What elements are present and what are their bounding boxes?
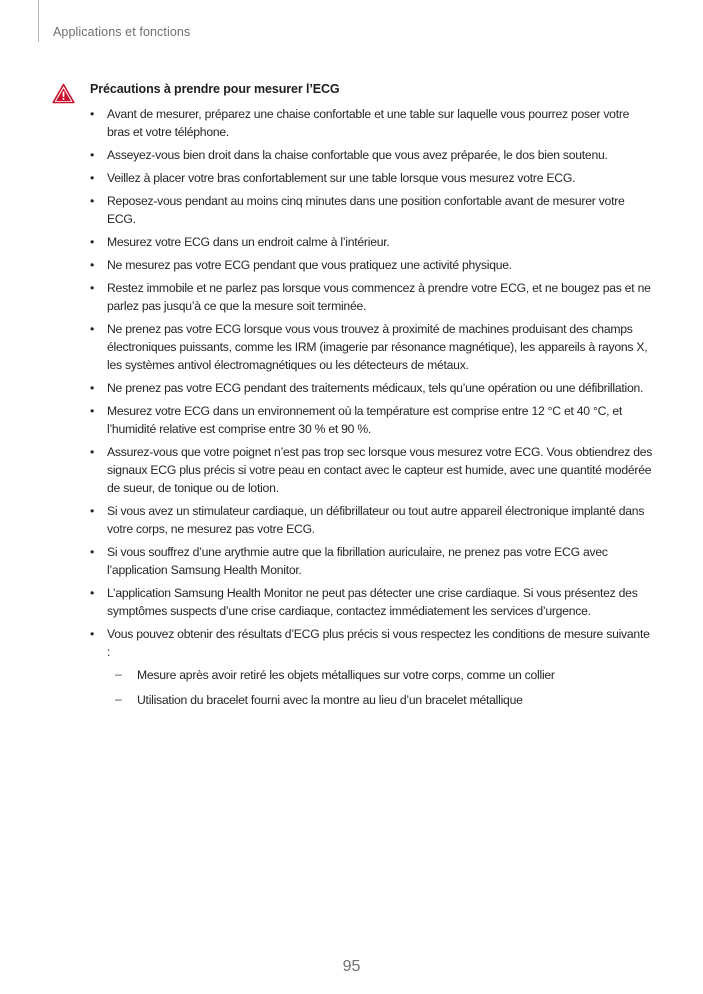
list-item-text: Vous pouvez obtenir des résultats d’ECG plus précis si vous respectez les conditions de mesure suivante : xyxy=(107,627,650,659)
list-item-text: Ne prenez pas votre ECG pendant des traitements médicaux, tels qu’une opération ou une défibrillation. xyxy=(107,381,644,395)
list-item xyxy=(90,279,655,315)
list-item xyxy=(90,443,655,497)
list-item-text: Assurez-vous que votre poignet n’est pas trop sec lorsque vous mesurez votre ECG. Vous obtiendrez des signaux ECG plus précis si votre peau en contact avec le capteur est humide, avec une quantité modérée de sueur, de tonique ou de lotion. xyxy=(107,445,653,495)
list-item-text: Si vous souffrez d’une arythmie autre que la fibrillation auriculaire, ne prenez pas votre ECG avec l’application Samsung Health Monitor. xyxy=(107,545,608,577)
list-item-text: Asseyez-vous bien droit dans la chaise confortable que vous avez préparée, le dos bien soutenu. xyxy=(107,148,608,162)
page-number: 95 xyxy=(342,958,361,975)
list-item xyxy=(90,543,655,579)
sub-list-item-text: Utilisation du bracelet fourni avec la montre au lieu d’un bracelet métallique xyxy=(137,693,523,707)
caution-list xyxy=(90,105,655,716)
list-item xyxy=(90,233,655,251)
list-item-text: Avant de mesurer, préparez une chaise confortable et une table sur laquelle vous pourrez poser votre bras et votre téléphone. xyxy=(107,107,630,139)
list-item-text: Ne mesurez pas votre ECG pendant que vous pratiquez une activité physique. xyxy=(107,258,512,272)
list-item xyxy=(90,105,655,141)
bullet-icon: • xyxy=(90,404,95,418)
warning-triangle-icon xyxy=(52,83,75,104)
list-item-text: Mesurez votre ECG dans un environnement où la température est comprise entre 12 °C et 40 °C, et l’humidité relative est comprise entre 30 % et 90 %. xyxy=(107,404,623,436)
list-item-text: Si vous avez un stimulateur cardiaque, un défibrillateur ou tout autre appareil électronique implanté dans votre corps, ne mesurez pas votre ECG. xyxy=(107,504,645,536)
caution-title: Précautions à prendre pour mesurer l’ECG xyxy=(90,82,340,96)
header-divider xyxy=(38,0,39,42)
list-item-text: Veillez à placer votre bras confortablement sur une table lorsque vous mesurez votre ECG. xyxy=(107,171,576,185)
list-item xyxy=(90,625,655,709)
bullet-icon: • xyxy=(90,586,95,600)
list-item-text: Mesurez votre ECG dans un endroit calme à l’intérieur. xyxy=(107,235,390,249)
bullet-icon: • xyxy=(90,171,95,185)
bullet-icon: • xyxy=(90,235,95,249)
bullet-icon: • xyxy=(90,381,95,395)
list-item xyxy=(90,584,655,620)
list-item xyxy=(90,192,655,228)
bullet-icon: • xyxy=(90,322,95,336)
list-item xyxy=(90,320,655,374)
sub-list-item xyxy=(107,666,655,684)
bullet-icon: • xyxy=(90,107,95,121)
bullet-icon: • xyxy=(90,148,95,162)
bullet-icon: • xyxy=(90,281,95,295)
bullet-icon: • xyxy=(90,504,95,518)
list-item xyxy=(90,256,655,274)
list-item-text: L’application Samsung Health Monitor ne peut pas détecter une crise cardiaque. Si vous présentez des symptômes suspects d’une crise cardiaque, contactez immédiatement les services d’urgence. xyxy=(107,586,638,618)
bullet-icon: • xyxy=(90,545,95,559)
bullet-icon: • xyxy=(90,445,95,459)
dash-icon: – xyxy=(115,692,122,706)
list-item-text: Restez immobile et ne parlez pas lorsque vous commencez à prendre votre ECG, et ne bougez pas et ne parlez pas jusqu’à ce que la mesure soit terminée. xyxy=(107,281,651,313)
list-item xyxy=(90,502,655,538)
bullet-icon: • xyxy=(90,258,95,272)
list-item-text: Reposez-vous pendant au moins cinq minutes dans une position confortable avant de mesurer votre ECG. xyxy=(107,194,625,226)
bullet-icon: • xyxy=(90,194,95,208)
list-item xyxy=(90,146,655,164)
bullet-icon: • xyxy=(90,627,95,641)
list-item-text: Ne prenez pas votre ECG lorsque vous vous trouvez à proximité de machines produisant des champs électroniques puissants, comme les IRM (imagerie par résonance magnétique), les appareils à rayons X, les systèmes antivol électromagnétiques ou les détecteurs de métaux. xyxy=(107,322,648,372)
list-item xyxy=(90,402,655,438)
dash-icon: – xyxy=(115,667,122,681)
list-item xyxy=(90,169,655,187)
list-item xyxy=(90,379,655,397)
page-header-title: Applications et fonctions xyxy=(53,25,191,39)
sub-list-item-text: Mesure après avoir retiré les objets métalliques sur votre corps, comme un collier xyxy=(137,668,555,682)
sub-list xyxy=(107,666,655,709)
sub-list-item xyxy=(107,691,655,709)
